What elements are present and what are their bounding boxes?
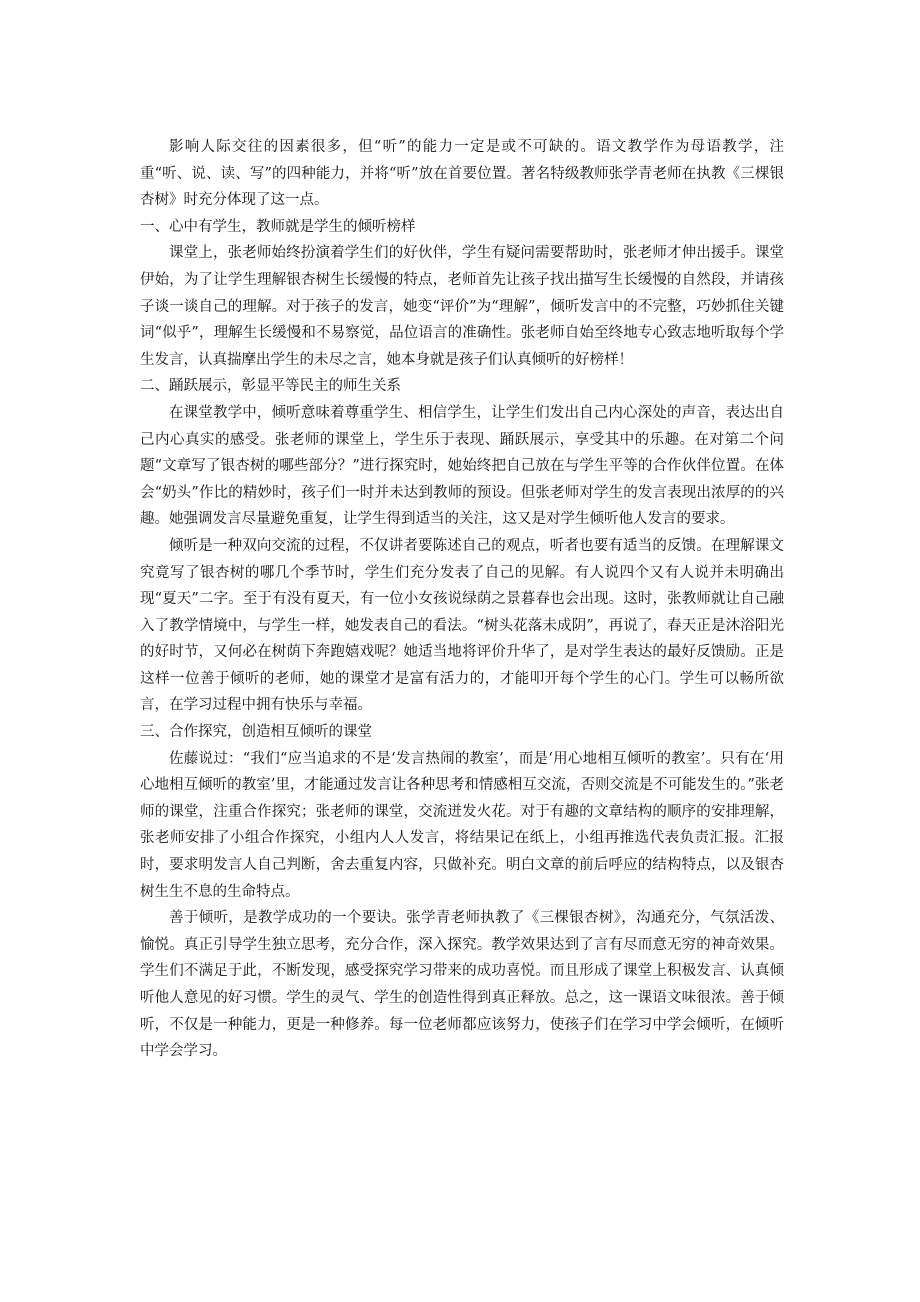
section-heading-3: 三、合作探究，创造相互倾听的课堂 bbox=[140, 724, 372, 741]
paragraph-section-2a: 在课堂教学中，倾听意味着尊重学生、相信学生，让学生们发出自己内心深处的声音，表达出自己内心真实的感受。张老师的课堂上，学生乐于表现、踊跃展示，享受其中的乐趣。在对第二个问题“文章写了银杏树的哪些部分？”进行探究时，她始终把自己放在与学生平等的合作伙伴位置。在体会“奶头”作比的精妙时，孩子们一时并未达到教师的预设。但张老师对学生的发言表现出浓厚的的兴趣。她强调发言尽量避免重复，让学生得到适当的关注，这又是对学生倾听他人发言的要求。 bbox=[140, 404, 784, 528]
paragraph-intro: 影响人际交往的因素很多，但“听”的能力一定是或不可缺的。语文教学作为母语教学，注重“听、说、读、写”的四种能力，并将“听”放在首要位置。著名特级教师张学青老师在执教《三棵银杏树》时充分体现了这一点。 bbox=[140, 139, 784, 209]
section-heading-2: 二、踊跃展示，彰显平等民主的师生关系 bbox=[140, 378, 401, 395]
paragraph-section-3: 佐藤说过：“我们“应当追求的不是‘发言热闹的教室’，而是‘用心地相互倾听的教室’。只有在‘用心地相互倾听的教室’里，才能通过发言让各种思考和情感相互交流，否则交流是不可能发生的。”张老师的课堂，注重合作探究；张老师的课堂，交流迸发火花。对于有趣的文章结构的顺序的安排理解，张老师安排了小组合作探究，小组内人人发言，将结果记在纸上，小组再推选代表负责汇报。汇报时，要求明发言人自己判断，舍去重复内容，只做补充。明白文章的前后呼应的结构特点，以及银杏树生生不息的生命特点。 bbox=[140, 750, 784, 900]
paragraph-section-2b: 倾听是一种双向交流的过程，不仅讲者要陈述自己的观点，听者也要有适当的反馈。在理解课文究竟写了银杏树的哪几个季节时，学生们充分发表了自己的见解。有人说四个又有人说并未明确出现“夏天”二字。至于有没有夏天，有一位小女孩说绿荫之景暮春也会出现。这时，张教师就让自己融入了教学情境中，与学生一样，她发表自己的看法。“树头花落未成阴”，再说了，春天正是沐浴阳光的好时节，又何必在树荫下奔跑嬉戏呢？她适当地将评价升华了，是对学生表达的最好反馈励。正是这样一位善于倾听的老师，她的课堂才是富有活力的，才能叩开每个学生的心门。学生可以畅所欲言，在学习过程中拥有快乐与幸福。 bbox=[140, 537, 784, 714]
section-heading-1: 一、心中有学生，教师就是学生的倾听榜样 bbox=[140, 218, 416, 235]
paragraph-conclusion: 善于倾听，是教学成功的一个要诀。张学青老师执教了《三棵银杏树》，沟通充分，气氛活泼、愉悦。真正引导学生独立思考，充分合作，深入探究。教学效果达到了言有尽而意无穷的神奇效果。学生们不满足于此，不断发现，感受探究学习带来的成功喜悦。而且形成了课堂上积极发言、认真倾听他人意见的好习惯。学生的灵气、学生的创造性得到真正释放。总之，这一课语文味很浓。善于倾听，不仅是一种能力，更是一种修养。每一位老师都应该努力，使孩子们在学习中学会倾听，在倾听中学会学习。 bbox=[140, 910, 784, 1060]
paragraph-section-1: 课堂上，张老师始终扮演着学生们的好伙伴，学生有疑问需要帮助时，张老师才伸出援手。课堂伊始，为了让学生理解银杏树生长缓慢的特点，老师首先让孩子找出描写生长缓慢的自然段，并请孩子谈一谈自己的理解。对于孩子的发言，她变“评价”为“理解”，倾听发言中的不完整，巧妙抓住关键词“似乎”，理解生长缓慢和不易察觉，品位语言的准确性。张老师自始至终地专心致志地听取每个学生发言，认真揣摩出学生的未尽之言，她本身就是孩子们认真倾听的好榜样！ bbox=[140, 245, 784, 368]
document-body bbox=[140, 134, 784, 1065]
